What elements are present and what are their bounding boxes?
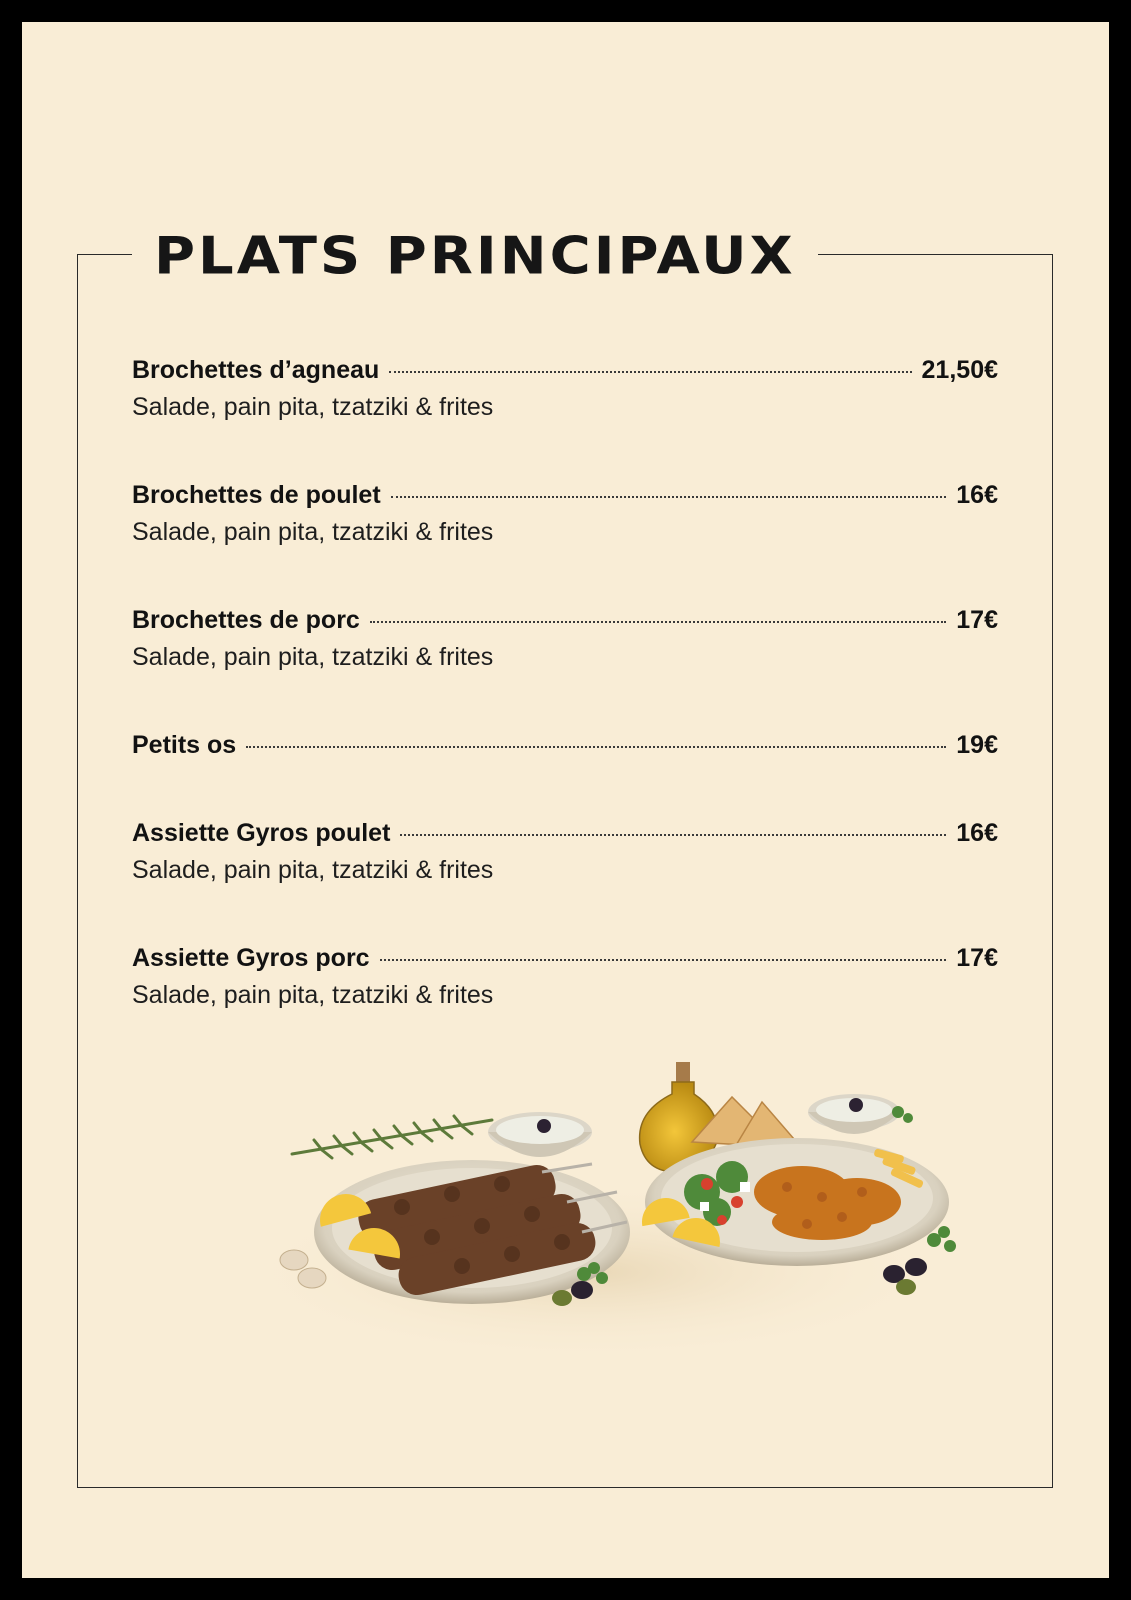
item-description: Salade, pain pita, tzatziki & frites	[132, 643, 494, 671]
dot-leader	[370, 621, 946, 623]
dot-leader	[400, 834, 946, 836]
item-description: Salade, pain pita, tzatziki & frites	[132, 393, 494, 421]
item-name: Petits os	[132, 731, 237, 759]
menu-item	[132, 481, 998, 606]
gyros-plate-icon	[645, 1138, 949, 1266]
item-name: Assiette Gyros poulet	[132, 819, 391, 847]
tzatziki-bowl-icon	[808, 1094, 900, 1134]
dot-leader	[391, 496, 947, 498]
menu-item	[132, 606, 998, 731]
item-price: 21,50€	[921, 356, 998, 384]
item-price: 16€	[956, 481, 998, 509]
page-title: PLATS PRINCIPAUX	[154, 226, 796, 287]
dot-leader	[380, 959, 947, 961]
item-name: Brochettes d’agneau	[132, 356, 380, 384]
food-illustration	[262, 1042, 1022, 1362]
menu-item	[132, 731, 998, 819]
item-description: Salade, pain pita, tzatziki & frites	[132, 981, 494, 1009]
dot-leader	[246, 746, 946, 748]
item-description: Salade, pain pita, tzatziki & frites	[132, 856, 494, 884]
item-price: 16€	[956, 819, 998, 847]
tzatziki-bowl-icon	[488, 1112, 592, 1157]
item-name: Brochettes de porc	[132, 606, 360, 634]
item-price: 19€	[956, 731, 998, 759]
title-container	[132, 222, 818, 292]
item-name: Assiette Gyros porc	[132, 944, 370, 972]
menu-item	[132, 356, 998, 481]
item-price: 17€	[956, 944, 998, 972]
rosemary-icon	[292, 1116, 492, 1158]
item-description: Salade, pain pita, tzatziki & frites	[132, 518, 494, 546]
item-price: 17€	[956, 606, 998, 634]
menu-list	[132, 356, 998, 1069]
dot-leader	[389, 371, 911, 373]
menu-item	[132, 819, 998, 944]
menu-page	[22, 22, 1109, 1578]
item-name: Brochettes de poulet	[132, 481, 381, 509]
